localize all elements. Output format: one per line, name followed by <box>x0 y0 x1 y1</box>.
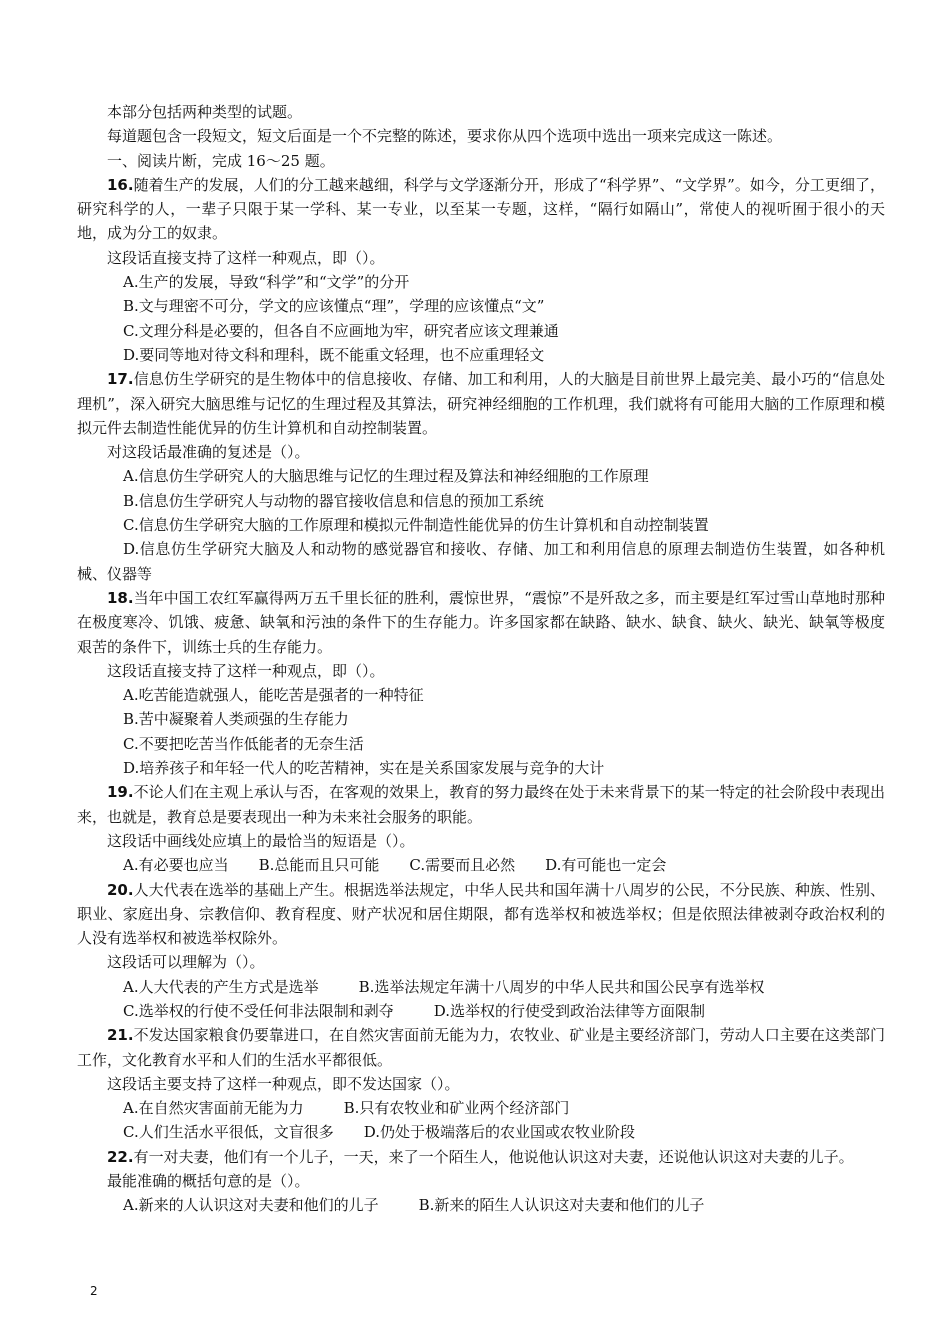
option-d: D.有可能也一定会 <box>545 856 667 875</box>
question-number: 22. <box>107 1147 134 1166</box>
option-c: C.需要而且必然 <box>409 856 516 875</box>
option-c: C.不要把吃苦当作低能者的无奈生活 <box>123 734 364 753</box>
question-prompt: 这段话可以理解为（）。 <box>107 953 265 972</box>
question-text: 不发达国家粮食仍要靠进口，在自然灾害面前无能为力，农牧业、矿业是主要经济部门，劳动人口主要在这类部门工作，文化教育水平和人们的生活水平都很低。 <box>77 1026 885 1069</box>
question-22 <box>77 1145 885 1169</box>
question-text: 信息仿生学研究的是生物体中的信息接收、存储、加工和利用，人的大脑是目前世界上最完美、最小巧的“信息处理机”，深入研究大脑思维与记忆的生理过程及其算法，研究神经细胞的工作机理，我们就将有可能用大脑的工作原理和模拟元件去制造性能优异的仿生计算机和自动控制装置。 <box>77 370 885 437</box>
option-a: A.人大代表的产生方式是选举 <box>123 977 319 996</box>
question-text: 随着生产的发展，人们的分工越来越细，科学与文学逐渐分开，形成了“科学界”、“文学界”。如今，分工更细了，研究科学的人，一辈子只限于某一学科、某一专业，以至某一专题，这样，“隔行如隔山”，常使人的视听囿于很小的天地，成为分工的奴隶。 <box>77 175 885 243</box>
option-d: D.选举权的行使受到政治法律等方面限制 <box>433 1001 705 1020</box>
page-number: 2 <box>90 1284 98 1298</box>
option-d: D.信息仿生学研究大脑及人和动物的感觉器官和接收、存储、加工和利用信息的原理去制造仿生装置，如各种机械、仪器等 <box>77 540 885 583</box>
option-d: D.仍处于极端落后的农业国或农牧业阶段 <box>363 1123 635 1142</box>
question-prompt: 对这段话最准确的复述是（）。 <box>107 443 310 462</box>
question-number: 17. <box>107 370 134 389</box>
option-c: C.选举权的行使不受任何非法限制和剥夺 <box>123 1001 394 1020</box>
option-b: B.信息仿生学研究人与动物的器官接收信息和信息的预加工系统 <box>123 491 544 510</box>
question-17 <box>77 367 885 440</box>
question-21 <box>77 1023 885 1072</box>
question-prompt: 这段话直接支持了这样一种观点，即（）。 <box>107 248 385 267</box>
question-16 <box>77 173 885 246</box>
question-number: 16. <box>107 175 134 194</box>
question-number: 20. <box>107 880 134 899</box>
option-b: B.总能而且只可能 <box>258 856 380 875</box>
question-prompt: 最能准确的概括句意的是（）。 <box>107 1172 310 1191</box>
option-a: A.新来的人认识这对夫妻和他们的儿子 <box>123 1196 379 1215</box>
option-d: D.培养孩子和年轻一代人的吃苦精神，实在是关系国家发展与竞争的大计 <box>123 759 605 778</box>
options-row <box>77 975 885 999</box>
options-row <box>77 1193 885 1217</box>
question-prompt: 这段话主要支持了这样一种观点，即不发达国家（）。 <box>107 1074 460 1093</box>
option-c: C.信息仿生学研究大脑的工作原理和模拟元件制造性能优异的仿生计算机和自动控制装置 <box>123 516 709 535</box>
options-row <box>77 1120 885 1144</box>
question-19 <box>77 780 885 829</box>
page-content <box>77 100 885 1218</box>
option-a: A.在自然灾害面前无能为力 <box>123 1099 304 1118</box>
question-text: 不论人们在主观上承认与否，在客观的效果上，教育的努力最终在处于未来背景下的某一特定的社会阶段中表现出来，也就是，教育总是要表现出一种为未来社会服务的职能。 <box>77 783 885 826</box>
question-number: 19. <box>107 783 134 802</box>
question-number: 21. <box>107 1026 134 1045</box>
option-b: B.苦中凝聚着人类顽强的生存能力 <box>123 710 349 729</box>
question-text: 当年中国工农红军赢得两万五千里长征的胜利，震惊世界，“震惊”不是歼敌之多，而主要是红军过雪山草地时那种在极度寒冷、饥饿、疲惫、缺氧和污浊的条件下的生存能力。许多国家都在缺路、缺水、缺食、缺火、缺光、缺氧等极度艰苦的条件下，训练士兵的生存能力。 <box>77 588 885 656</box>
option-d: D.要同等地对待文科和理科，既不能重文轻理，也不应重理轻文 <box>123 345 545 364</box>
option-c: C.文理分科是必要的，但各自不应画地为牢，研究者应该文理兼通 <box>123 321 559 340</box>
option-a: A.生产的发展，导致“科学”和“文学”的分开 <box>123 273 410 292</box>
question-18 <box>77 586 885 659</box>
options-row <box>77 1096 885 1120</box>
option-a: A.吃苦能造就强人，能吃苦是强者的一种特征 <box>123 686 424 705</box>
question-prompt: 这段话中画线处应填上的最恰当的短语是（）。 <box>107 831 415 850</box>
intro-line: 每道题包含一段短文，短文后面是一个不完整的陈述，要求你从四个选项中选出一项来完成这一陈述。 <box>107 127 783 146</box>
option-b: B.只有农牧业和矿业两个经济部门 <box>343 1099 570 1118</box>
question-text: 人大代表在选举的基础上产生。根据选举法规定，中华人民共和国年满十八周岁的公民，不分民族、种族、性别、职业、家庭出身、宗教信仰、教育程度、财产状况和居住期限，都有选举权和被选举权；但是依照法律被剥夺政治权利的人没有选举权和被选举权除外。 <box>77 880 885 948</box>
option-b: B.选举法规定年满十八周岁的中华人民共和国公民享有选举权 <box>358 977 765 996</box>
options-row <box>77 853 885 877</box>
option-a: A.有必要也应当 <box>123 856 229 875</box>
option-b: B.新来的陌生人认识这对夫妻和他们的儿子 <box>418 1196 705 1215</box>
option-a: A.信息仿生学研究人的大脑思维与记忆的生理过程及算法和神经细胞的工作原理 <box>123 467 649 486</box>
options-row <box>77 999 885 1023</box>
question-prompt: 这段话直接支持了这样一种观点，即（）。 <box>107 661 385 680</box>
intro-line: 本部分包括两种类型的试题。 <box>107 103 303 121</box>
question-20 <box>77 878 885 951</box>
question-text: 有一对夫妻，他们有一个儿子，一天，来了一个陌生人，他说他认识这对夫妻，还说他认识这对夫妻的儿子。 <box>133 1147 854 1166</box>
question-number: 18. <box>107 588 134 607</box>
option-b: B.文与理密不可分，学文的应该懂点“理”，学理的应该懂点“文” <box>123 297 545 316</box>
option-c: C.人们生活水平很低，文盲很多 <box>123 1123 334 1142</box>
intro-line: 一、阅读片断，完成 16～25 题。 <box>107 151 335 170</box>
